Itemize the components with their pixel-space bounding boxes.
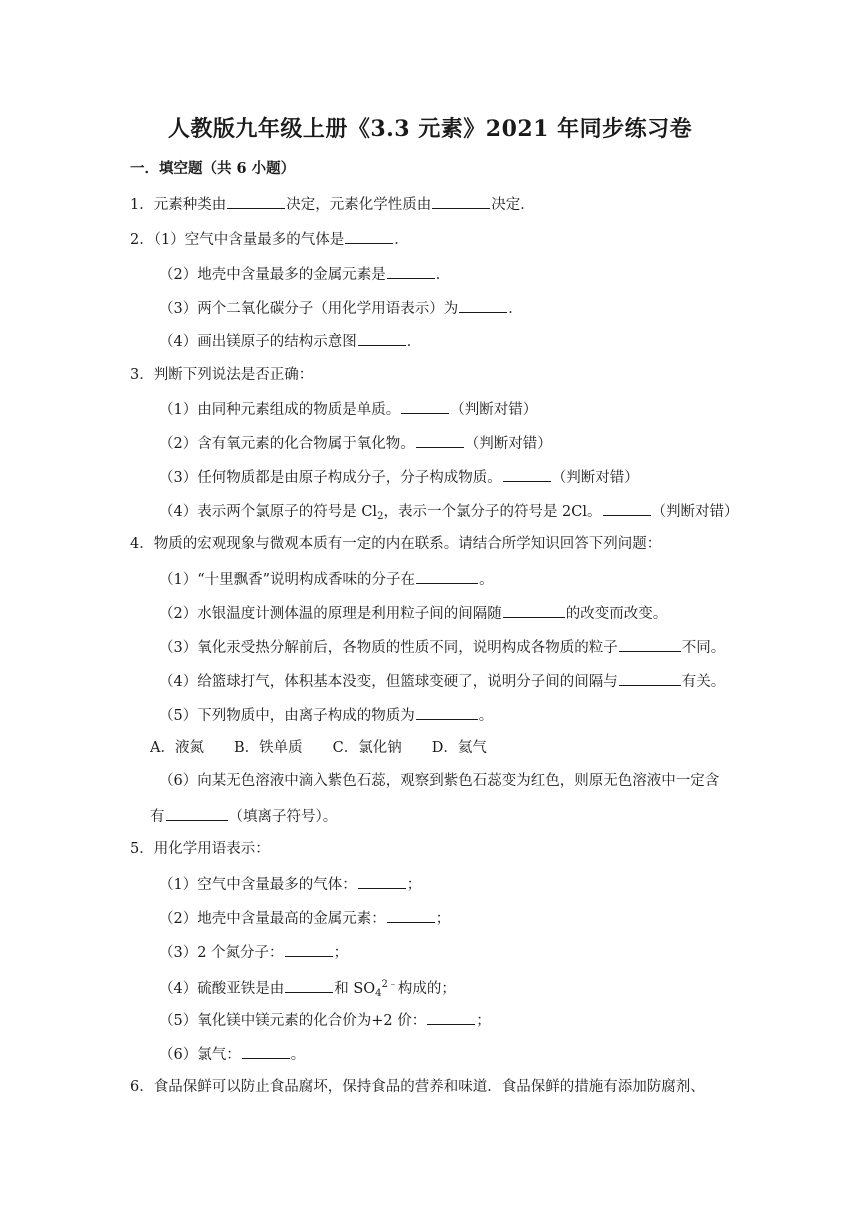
- question-5-part-2: （2）地壳中含量最高的金属元素： ；: [159, 907, 450, 929]
- question-4-part-2: （2）水银温度计测体温的原理是利用粒子间的间隔随 的改变而改变。: [159, 602, 667, 624]
- option-b[interactable]: B．铁单质: [233, 740, 303, 756]
- answer-blank[interactable]: [459, 297, 507, 313]
- section-heading: 一．填空题（共 6 小题）: [130, 160, 296, 177]
- question-3-part-3: （3）任何物质都是由原子构成分子，分子构成物质。 （判断对错）: [159, 466, 639, 488]
- answer-blank[interactable]: [387, 907, 435, 923]
- answer-blank[interactable]: [619, 670, 681, 686]
- option-c[interactable]: C．氯化钠: [332, 740, 402, 756]
- question-5-part-1: （1）空气中含量最多的气体： ；: [159, 873, 421, 895]
- answer-blank[interactable]: [416, 568, 478, 584]
- answer-blank[interactable]: [416, 432, 464, 448]
- option-a[interactable]: A．液氮: [150, 740, 204, 756]
- answer-blank[interactable]: [427, 1009, 475, 1025]
- question-3-part-4: （4）表示两个氯原子的符号是 $Cl_2$，表示一个氯分子的符号是 2Cl。 （判断对错）: [159, 500, 739, 527]
- answer-blank[interactable]: [227, 193, 285, 209]
- question-5-part-4: （4）硫酸亚铁是由 和 $SO_4^{2﹣}$构成的；: [159, 979, 456, 999]
- question-6: 6．食品保鲜可以防止食品腐坏，保持食品的营养和味道．食品保鲜的措施有添加防腐剂、: [130, 1079, 705, 1095]
- question-3-part-2: （2）含有氧元素的化合物属于氧化物。 （判断对错）: [159, 432, 552, 454]
- answer-blank[interactable]: [619, 636, 681, 652]
- question-5-part-5: （5）氧化镁中镁元素的化合价为+2 价： ；: [159, 1009, 491, 1031]
- answer-blank[interactable]: [401, 398, 449, 414]
- document-title: 人教版九年级上册《3.3 元素》2021 年同步练习卷: [167, 116, 693, 142]
- answer-blank[interactable]: [242, 1043, 290, 1059]
- answer-blank[interactable]: [345, 228, 393, 244]
- question-5-part-3: （3）2 个氮分子： ；: [159, 941, 348, 963]
- answer-blank[interactable]: [387, 263, 435, 279]
- question-4-part-6: （6）向某无色溶液中滴入紫色石蕊，观察到紫色石蕊变为红色，则原无色溶液中一定含: [159, 773, 720, 789]
- question-4: 4．物质的宏观现象与微观本质有一定的内在联系。请结合所学知识回答下列问题：: [130, 536, 662, 552]
- question-2: 2．（1）空气中含量最多的气体是 ．: [130, 228, 409, 250]
- question-4-options: [150, 738, 517, 758]
- question-4-part-6-continued: 有 （填离子符号）。: [150, 805, 337, 827]
- question-5-part-6: （6）氯气： 。: [159, 1043, 305, 1065]
- question-1: 1．元素种类由 决定，元素化学性质由 决定．: [130, 193, 535, 215]
- answer-blank[interactable]: [603, 500, 651, 516]
- answer-blank[interactable]: [432, 193, 490, 209]
- question-4-part-3: （3）氧化汞受热分解前后，各物质的性质不同，说明构成各物质的粒子 不同。: [159, 636, 725, 658]
- answer-blank[interactable]: [503, 602, 565, 618]
- question-4-part-5: （5）下列物质中，由离子构成的物质为 。: [159, 704, 493, 726]
- answer-blank[interactable]: [166, 805, 228, 821]
- question-2-part-3: （3）两个二氧化碳分子（用化学用语表示）为 ．: [159, 297, 523, 319]
- question-3: 3．判断下列说法是否正确：: [130, 367, 314, 383]
- question-2-part-2: （2）地壳中含量最多的金属元素是 ．: [159, 263, 450, 285]
- answer-blank[interactable]: [416, 704, 478, 720]
- answer-blank[interactable]: [503, 466, 551, 482]
- answer-blank[interactable]: [358, 330, 406, 346]
- answer-blank[interactable]: [285, 977, 333, 993]
- answer-blank[interactable]: [358, 873, 406, 889]
- option-d[interactable]: D．氦气: [431, 740, 487, 756]
- question-4-part-4: （4）给篮球打气，体积基本没变，但篮球变硬了，说明分子间的间隔与 有关。: [159, 670, 725, 692]
- answer-blank[interactable]: [285, 941, 333, 957]
- question-4-part-1: （1）“十里飘香”说明构成香味的分子在 。: [159, 568, 494, 590]
- question-5: 5．用化学用语表示：: [130, 841, 270, 857]
- question-2-part-4: （4）画出镁原子的结构示意图 ．: [159, 330, 421, 352]
- question-3-part-1: （1）由同种元素组成的物质是单质。 （判断对错）: [159, 398, 537, 420]
